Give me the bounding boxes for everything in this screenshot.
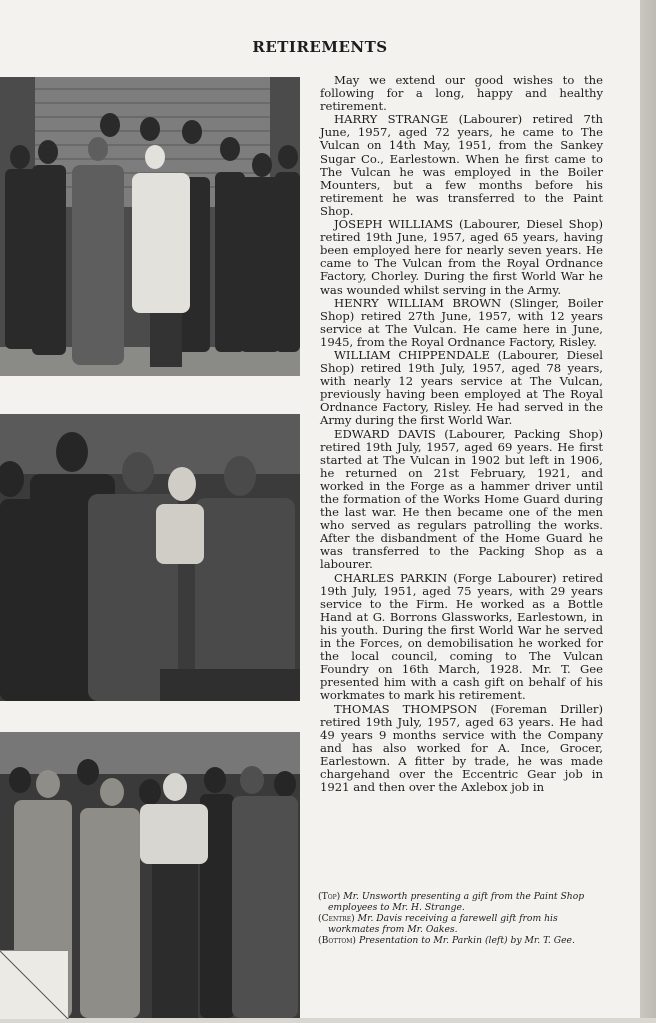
caption-tag: (Bottom) [318,935,357,946]
caption-top [318,892,608,913]
photo-top [0,77,300,376]
caption-tag: (Top) [318,891,341,902]
paragraph-charles-parkin: CHARLES PARKIN (Forge Labourer) retired 19th July, 1951, aged 75 years, with 29 years service to the Firm. He worked as a Bottle Hand at G. Borrons Glassworks, Earlestown, in his youth. During the first World War he served in the Forces, on demobilisation he worked for the local council, coming to The Vulcan Foundry on 16th March, 1928. Mr. T. Gee presented him with a cash gift on behalf of his workmates to mark his retirement. [320,570,603,703]
caption-bottom [318,936,608,947]
paragraph-joseph-williams: JOSEPH WILLIAMS (Labourer, Diesel Shop) retired 19th June, 1957, aged 65 years, having been employed here for nearly seven years. He came to The Vulcan from the Royal Ordnance Factory, Chorley. During the first World War he was wounded whilst serving in the Army. [320,217,603,297]
caption-centre [318,914,608,935]
paragraph-william-chippendale: WILLIAM CHIPPENDALE (Labourer, Diesel Shop) retired 19th July, 1957, aged 78 years, with nearly 12 years service at The Vulcan, previously having been employed at The Royal Ordnance Factory, Risley. He had served in the Army during the first World War. [320,347,603,428]
article-body [320,74,603,794]
paragraph-henry-william-brown: HENRY WILLIAM BROWN (Slinger, Boiler Shop) retired 27th June, 1957, with 12 years service at The Vulcan. He came here in June, 1945, from the Royal Ordnance Factory, Risley. [320,295,603,349]
paragraph-thomas-thompson: THOMAS THOMPSON (Foreman Driller) retired 19th July, 1957, aged 63 years. He had 49 years 9 months service with the Company and has also worked for A. Ince, Grocer, Earlestown. A fitter by trade, he was made chargehand over the Eccentric Gear job in 1921 and then over the Axlebox job in [320,701,603,795]
page-title: RETIREMENTS [252,38,388,56]
page-corner-fold [0,950,69,1019]
photo-captions [318,892,608,948]
caption-text: Presentation to Mr. Parkin (left) by Mr. T. Gee. [358,935,575,946]
caption-tag: (Centre) [318,913,355,924]
photo-centre [0,414,300,701]
caption-text: Mr. Unsworth presenting a gift from the Paint Shop employees to Mr. H. Strange. [328,891,585,913]
paragraph-harry-strange: HARRY STRANGE (Labourer) retired 7th June, 1957, aged 72 years, he came to The Vulcan on 14th May, 1951, from the Sankey Sugar Co., Earlestown. When he first came to The Vulcan he was employed in the Boiler Mounters, but a few months before his retirement he was transferred to the Paint Shop. [320,112,603,218]
caption-text: Mr. Davis receiving a farewell gift from his workmates from Mr. Oakes. [328,913,558,935]
paragraph-intro: May we extend our good wishes to the following for a long, happy and healthy retirement. [320,73,603,114]
paragraph-edward-davis: EDWARD DAVIS (Labourer, Packing Shop) retired 19th July, 1957, aged 69 years. He first started at The Vulcan in 1902 but left in 1906, he returned on 21st February, 1921, and worked in the Forge as a hammer driver until the formation of the Works Home Guard during the last war. He then became one of the men who served as regulars patrolling the works. After the disbandment of the Home Guard he was transferred to the Packing Shop as a labourer. [320,426,603,572]
page-edge [640,0,656,1018]
